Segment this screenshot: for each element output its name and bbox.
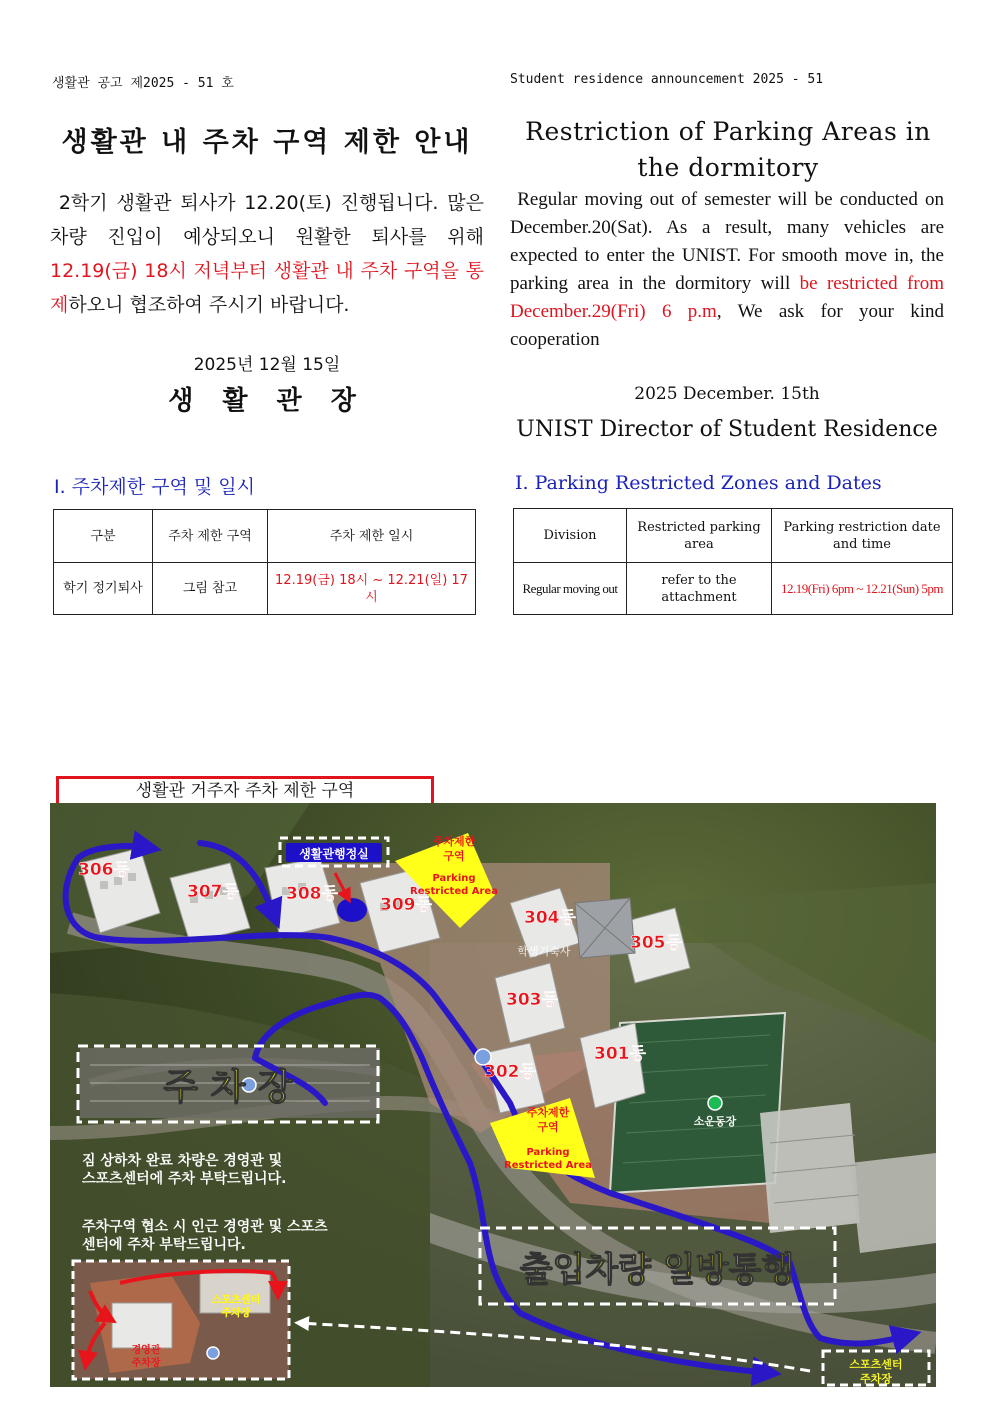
building-label: 302동 [484,1062,536,1082]
body-text-1: 2학기 생활관 퇴사가 12.20(토) 진행됩니다. 많은 차량 진입이 예상되오니 원활한 퇴사를 위해 [50,192,484,248]
table-header: 주차 제한 구역 [153,510,268,563]
notice-2: 주차구역 협소 시 인근 경영관 및 스포츠 센터에 주차 부탁드립니다. [82,1219,328,1254]
page-title-ko: 생활관 내 주차 구역 제한 안내 [61,127,473,158]
table-cell: 학기 정기퇴사 [54,563,153,615]
restricted-label-ko: 주차제한 구역 [526,1106,570,1134]
table-header: Parking restriction date and time [772,509,953,563]
office-marker [337,898,367,922]
date-ko: 2025년 12월 15일 [193,355,341,375]
parking-restriction-map [50,803,936,1387]
body-text-2: , We ask for your kind cooperation [510,301,944,350]
table-header: 주차 제한 일시 [268,510,476,563]
body-text-2: 하오니 협조하여 주시기 바랍니다. [68,294,350,316]
doc-number-ko: 생활관 공고 제2025 - 51 호 [52,76,234,91]
table-cell: 12.19(금) 18시 ~ 12.21(일) 17시 [268,563,476,615]
restricted-label-en: Parking Restricted Area [410,873,498,897]
sports-center-parking-label: 스포츠센터 주차장 [849,1358,903,1386]
table-header-row [54,510,476,563]
announcement-body-en [510,186,944,354]
one-way-label: 출입차량 일방통행 [519,1250,795,1290]
notice-1: 짐 상하차 완료 차량은 경영관 및 스포츠센터에 주차 부탁드립니다. [82,1153,287,1188]
restricted-label-ko: 주차제한 구역 [432,835,476,863]
office-label: 생활관행정실 [299,847,369,861]
table-row [514,563,953,615]
table-cell: 12.19(Fri) 6pm ~ 12.21(Sun) 5pm [772,563,953,615]
table-header: Restricted parking area [627,509,772,563]
table-header: 구분 [54,510,153,563]
date-en: 2025 December. 15th [634,384,820,404]
restriction-table-ko [53,509,476,615]
building-label: 303동 [506,990,558,1010]
signature-ko: 생 활 관 장 [168,386,366,416]
parking-lot-label: 주 차 장 [163,1067,293,1108]
body-highlight: 12.19(금) 18시 저녁부터 생활관 내 주차 구역을 통제 [50,260,484,316]
playground-label: 소운동장 [693,1115,737,1128]
map-caption: 생활관 거주자 주차 제한 구역 [56,776,434,806]
building-label: 309동 [380,895,432,915]
table-header: Division [514,509,627,563]
table-cell: 그림 참고 [153,563,268,615]
building-label: 306동 [78,860,130,880]
sports-parking-label: 스포츠센터 주차장 [211,1295,261,1319]
section-title-en: Ⅰ. Parking Restricted Zones and Dates [515,472,882,494]
page-title-en: Restriction of Parking Areas in the dormitory [525,117,931,182]
table-cell: refer to the attachment [627,563,772,615]
body-highlight: be restricted from December.29(Fri) 6 p.m [510,273,944,322]
building-label: 301동 [594,1044,646,1064]
section-title-ko: Ⅰ. 주차제한 구역 및 일시 [54,476,255,498]
building-label: 304동 [524,908,576,928]
signature-en: UNIST Director of Student Residence [516,417,938,442]
restricted-label-en: Parking Restricted Area [504,1147,592,1171]
restriction-table-en [513,508,953,615]
building-label: 308동 [286,884,338,904]
table-row [54,563,476,615]
announcement-body-ko [50,186,484,322]
doc-number-en: Student residence announcement 2025 - 51 [510,72,824,87]
building-label: 307동 [187,882,239,902]
table-header-row [514,509,953,563]
body-text-1: Regular moving out of semester will be conducted on December.20(Sat). As a result, many vehicles are expected to enter the UNIST. For smooth move in, the parking area in the dormitory will [510,189,944,294]
table-cell: Regular moving out [514,563,627,615]
building-label: 305동 [630,933,682,953]
dorm-text-label: 학생기숙사 [517,945,571,958]
business-parking-label: 경영관 주차장 [131,1345,161,1369]
